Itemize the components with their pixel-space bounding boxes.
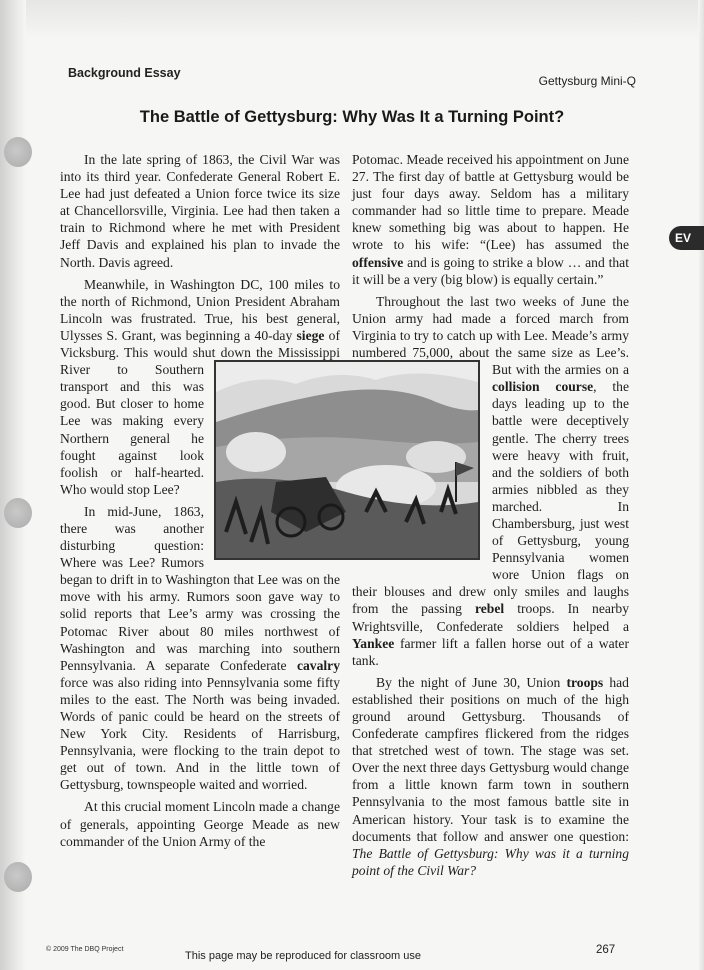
essay-text: farmer lift a fallen horse out of a water tank. bbox=[352, 635, 629, 668]
vocab-term-collision-course: collision course bbox=[492, 379, 594, 395]
vocab-term-troops: troops bbox=[566, 674, 604, 690]
page-number: 267 bbox=[596, 944, 616, 956]
cannon-smoke bbox=[226, 432, 286, 472]
essay-text: By the night of June 30, Union bbox=[376, 674, 567, 690]
page-right-edge bbox=[698, 0, 704, 970]
essay-text: troops. In nearby Wrightsville, Confederate soldiers helped a bbox=[352, 601, 630, 634]
essay-text: Potomac. Meade received his appointment on June 27. The first day of battle at Gettysburg would be just four days away. Seldom has a military commander had so little time to prepare. Meade knew something big was about to happen. He wrote to his wife: “(Lee) has assumed the bbox=[352, 152, 629, 253]
essay-paragraph-7 bbox=[352, 674, 629, 879]
ev-side-tab: EV bbox=[669, 226, 704, 250]
mini-q-question: The Battle of Gettysburg: Why was it a turning point of the Civil War? bbox=[352, 845, 629, 878]
binder-hole-icon bbox=[4, 137, 32, 167]
essay-text: force was also riding into Pennsylvania some fifty miles to the east. The North was being invaded. Words of panic could be heard on the streets of New York City. Residents of Harrisburg, Pennsylvania, were flocking to the train depot to get out of town. And in the little town of Gettysburg, townspeople waited and worried. bbox=[60, 674, 340, 793]
vocab-term-siege: siege bbox=[296, 327, 325, 343]
essay-paragraph-4: At this crucial moment Lincoln made a change of generals, appointing George Meade as new commander of the Union Army of the bbox=[60, 799, 340, 849]
battle-engraving-graphic bbox=[216, 362, 478, 558]
battle-illustration bbox=[214, 360, 480, 560]
essay-text: Meanwhile, in Washington DC, 100 miles to the north of Richmond, Union President Abraham Lincoln was frustrated. True, his best general, Ulysses S. Grant, was beginning a 40-day bbox=[60, 276, 340, 343]
essay-paragraph-1: In the late spring of 1863, the Civil War was into its third year. Confederate General Robert E. Lee had just defeated a Union force twice its size at Chancellorsville, Virginia. Lee had then taken a train to Richmond where he met with President Jeff Davis and explained his plan to invade the North. Davis agreed. bbox=[60, 152, 340, 270]
essay-text: and is going to strike a blow … and that it will be a very (big blow) is equally certain.” bbox=[352, 254, 629, 287]
vocab-term-yankee: Yankee bbox=[352, 635, 395, 651]
reproduction-notice: This page may be reproduced for classroom use bbox=[185, 950, 422, 962]
essay-text: of Vicksburg. This would shut down the Mississippi River to Southern transport and this was good. But closer to home Lee was making every Northern general he fought against look foolish or half-hearted. Who would stop Lee? bbox=[60, 328, 340, 497]
section-label: Background Essay bbox=[68, 66, 181, 80]
essay-paragraph-5 bbox=[352, 151, 629, 288]
essay-text: , the days leading up to the battle were deceptively gentle. The cherry trees were heavy with fruit, and the soldiers of both armies nibbled as they marched. In Chambersburg, just west of Gettysburg, young Pennsylvania women wore Union flags on their blouses and drew only smiles and laughs from the passing bbox=[352, 379, 630, 617]
essay-text: Throughout the last two weeks of June the Union army had made a forced march from Virginia to try to catch up with Lee. Meade’s army numbered 75,000, about the same size as Lee’s. But with the armies on a bbox=[352, 294, 629, 377]
vocab-term-offensive: offensive bbox=[352, 254, 404, 270]
essay-text: had established their positions on much of the high ground around Gettysburg. Thousands of Confederate campfires flickered from the ridges that stretched west of town. The stage was set. Over the next three days Gettysburg would change from a little known farm town in southern Pennsylvania to the most famous battle site in American history. Your task is to examine the documents that follow and answer one question: bbox=[352, 674, 629, 844]
copyright-notice: © 2009 The DBQ Project bbox=[46, 946, 124, 953]
page-title: The Battle of Gettysburg: Why Was It a Turning Point? bbox=[139, 108, 565, 126]
vocab-term-rebel: rebel bbox=[474, 601, 505, 617]
page-top-shadow bbox=[0, 0, 704, 40]
binder-hole-icon bbox=[4, 498, 32, 528]
unit-label: Gettysburg Mini-Q bbox=[538, 74, 636, 88]
binder-hole-icon bbox=[4, 862, 32, 892]
vocab-term-cavalry: cavalry bbox=[296, 657, 340, 673]
essay-text: In mid-June, 1863, there was another disturbing question: Where was Lee? Rumors began to drift in to Washington that Lee was on the move with his army. Rumors soon gave way to solid reports that Lee’s army was crossing the Potomac River about 80 miles northwest of Washington and was marching into southern Pennsylvania. A separate Confederate bbox=[60, 503, 340, 673]
